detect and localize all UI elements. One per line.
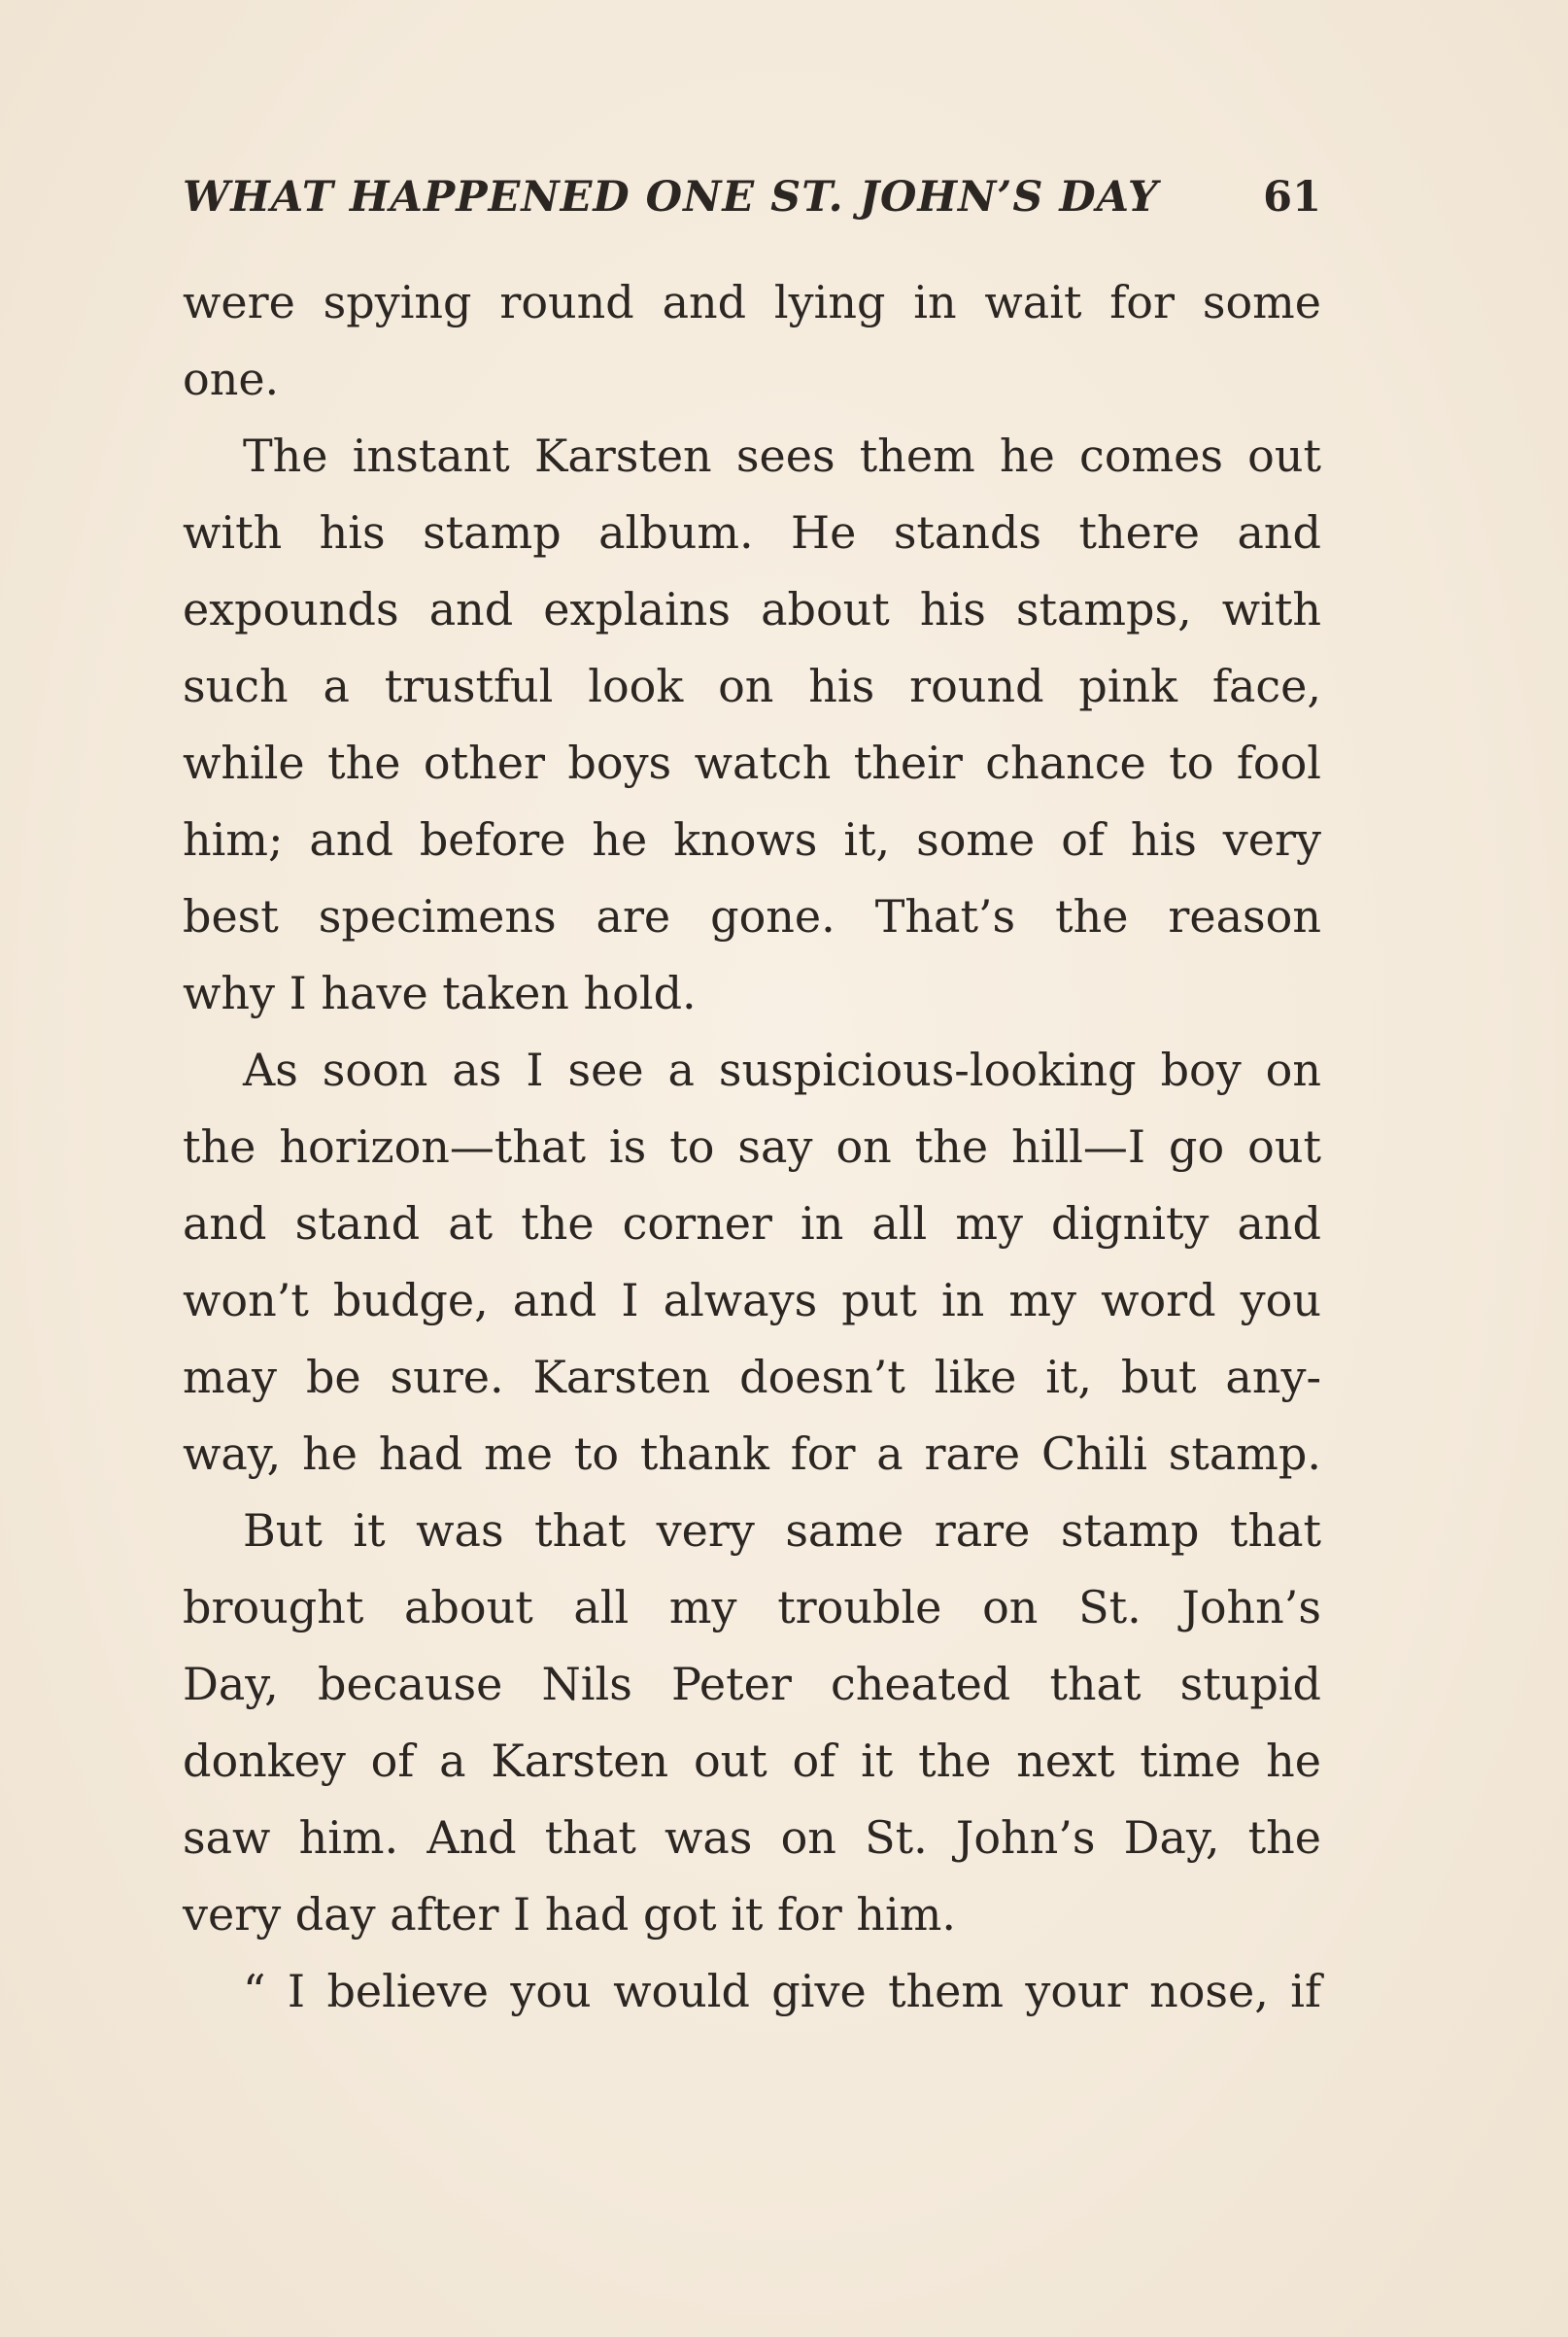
text-line: and stand at the corner in all my dignity and (183, 1197, 1321, 1250)
text-line: expounds and explains about his stamps, with (183, 583, 1321, 636)
text-line: But it was that very same rare stamp that (243, 1504, 1321, 1557)
text-line: As soon as I see a suspicious-looking boy on (243, 1044, 1321, 1096)
text-line: him; and before he knows it, some of his very (183, 813, 1321, 866)
text-line: with his stamp album. He stands there and (183, 506, 1321, 559)
text-line: best specimens are gone. That’s the reason (183, 890, 1321, 943)
text-line: why I have taken hold. (183, 967, 697, 1019)
text-line: Day, because Nils Peter cheated that stupid (183, 1658, 1321, 1710)
page-number: 61 (1263, 173, 1321, 222)
running-head (183, 163, 1321, 231)
text-line: donkey of a Karsten out of it the next time he (183, 1735, 1321, 1787)
text-line: “ I believe you would give them your nose, if (243, 1965, 1321, 2017)
text-line: saw him. And that was on St. John’s Day, the (183, 1811, 1321, 1864)
text-line: the horizon—that is to say on the hill—I go out (183, 1120, 1321, 1173)
text-line: one. (183, 353, 280, 405)
text-line: The instant Karsten sees them he comes out (243, 430, 1321, 482)
body-text (183, 264, 1321, 2030)
text-line: won’t budge, and I always put in my word you (183, 1274, 1321, 1326)
text-line: such a trustful look on his round pink face, (183, 660, 1321, 712)
running-title: WHAT HAPPENED ONE ST. JOHN’S DAY (183, 173, 1159, 222)
text-line: may be sure. Karsten doesn’t like it, but any- (183, 1351, 1321, 1403)
text-line: were spying round and lying in wait for some (183, 276, 1321, 328)
text-line: while the other boys watch their chance to fool (183, 737, 1321, 789)
text-line: brought about all my trouble on St. John’s (183, 1581, 1321, 1633)
text-line: very day after I had got it for him. (183, 1888, 956, 1941)
text-line: way, he had me to thank for a rare Chili stamp. (183, 1427, 1321, 1480)
